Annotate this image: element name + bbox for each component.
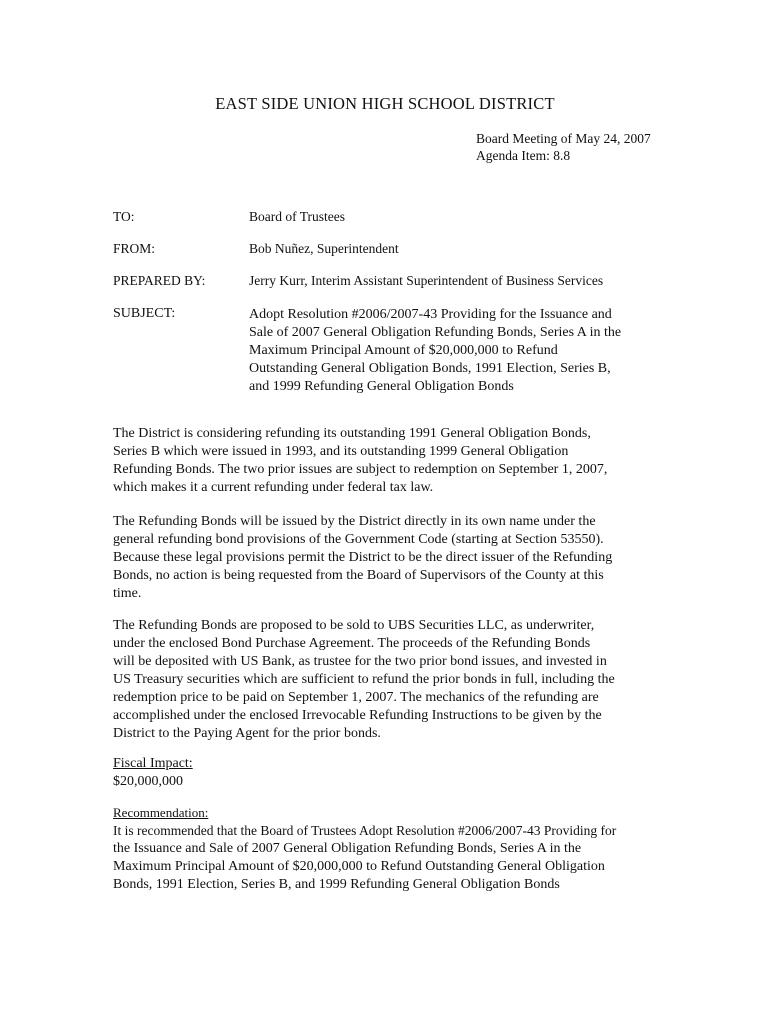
fiscal-impact-section [113,755,673,791]
paragraph-line: The Refunding Bonds will be issued by the District directly in its own name under the [113,514,596,529]
paragraph-line: Series B which were issued in 1993, and its outstanding 1999 General Obligation [113,444,569,459]
recommendation-line: Maximum Principal Amount of $20,000,000 to Refund Outstanding General Obligation [113,859,605,874]
prepared-by-label: PREPARED BY: [113,273,206,288]
fiscal-impact-heading: Fiscal Impact: [113,756,193,771]
paragraph-line: general refunding bond provisions of the Government Code (starting at Section 53550). [113,532,604,547]
meeting-date: Board Meeting of May 24, 2007 [476,131,651,146]
paragraph-line: which makes it a current refunding under federal tax law. [113,480,434,495]
fiscal-impact-amount: $20,000,000 [113,774,183,789]
to-label: TO: [113,209,135,224]
recommendation-section [113,804,673,894]
recommendation-line: It is recommended that the Board of Trustees Adopt Resolution #2006/2007-43 Providing for [113,823,617,838]
paragraph-refunding-overview [113,425,673,497]
district-title: EAST SIDE UNION HIGH SCHOOL DISTRICT [215,94,555,113]
subject-line: Maximum Principal Amount of $20,000,000 to Refund [249,343,558,358]
to-value: Board of Trustees [249,209,346,224]
paragraph-line: US Treasury securities which are sufficient to refund the prior bonds in full, including the [113,672,615,687]
from-value: Bob Nuñez, Superintendent [249,241,399,256]
subject-line: and 1999 Refunding General Obligation Bonds [249,379,514,394]
subject-line: Outstanding General Obligation Bonds, 1991 Election, Series B, [249,361,611,376]
recommendation-line: Bonds, 1991 Election, Series B, and 1999 Refunding General Obligation Bonds [113,877,560,892]
paragraph-line: under the enclosed Bond Purchase Agreement. The proceeds of the Refunding Bonds [113,636,591,651]
paragraph-line: time. [113,586,142,601]
paragraph-sale [113,617,673,743]
paragraph-line: District to the Paying Agent for the prior bonds. [113,726,381,741]
paragraph-line: The District is considering refunding its outstanding 1991 General Obligation Bonds, [113,426,591,441]
subject-line: Adopt Resolution #2006/2007-43 Providing for the Issuance and [249,307,612,322]
paragraph-line: redemption price to be paid on September 1, 2007. The mechanics of the refunding are [113,690,599,705]
paragraph-line: Refunding Bonds. The two prior issues are subject to redemption on September 1, 2007, [113,462,608,477]
agenda-item: Agenda Item: 8.8 [476,148,571,163]
subject-line: Sale of 2007 General Obligation Refunding Bonds, Series A in the [249,325,622,340]
subject-text [249,306,669,396]
recommendation-line: the Issuance and Sale of 2007 General Obligation Refunding Bonds, Series A in the [113,841,582,856]
paragraph-line: Bonds, no action is being requested from the Board of Supervisors of the County at this [113,568,604,583]
meeting-info [476,130,651,164]
prepared-by-value: Jerry Kurr, Interim Assistant Superintendent of Business Services [249,273,604,288]
paragraph-line: will be deposited with US Bank, as trustee for the two prior bond issues, and invested in [113,654,607,669]
from-label: FROM: [113,241,156,256]
paragraph-line: accomplished under the enclosed Irrevocable Refunding Instructions to be given by the [113,708,602,723]
paragraph-issuance [113,513,673,603]
recommendation-heading: Recommendation: [113,805,209,820]
paragraph-line: The Refunding Bonds are proposed to be sold to UBS Securities LLC, as underwriter, [113,618,595,633]
paragraph-line: Because these legal provisions permit the District to be the direct issuer of the Refunding [113,550,613,565]
subject-label: SUBJECT: [113,306,176,321]
